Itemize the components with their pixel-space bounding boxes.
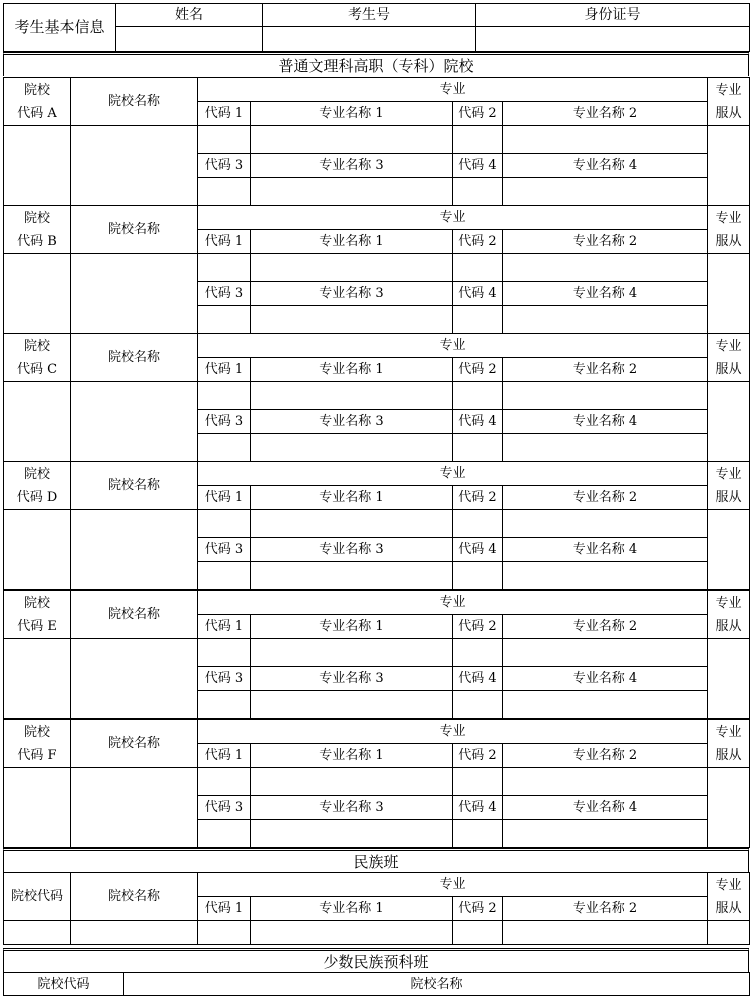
school-code-letter: 代码 F — [17, 747, 57, 763]
major-obey-header — [708, 591, 750, 639]
school-code-cell — [4, 462, 71, 510]
major-header: 专业 — [198, 591, 708, 615]
ethnic-major-obey-header — [708, 873, 750, 921]
code2-field[interactable] — [453, 254, 503, 282]
ethnic-major-name1-field[interactable] — [251, 921, 453, 945]
code2-header: 代码 2 — [453, 744, 503, 768]
school-code-letter: 代码 B — [17, 233, 57, 249]
school-name-header: 院校名称 — [71, 78, 198, 126]
code1-field[interactable] — [198, 510, 251, 538]
major-name2-field[interactable] — [503, 639, 708, 667]
school-code-label: 院校 — [23, 466, 50, 482]
school-code-letter: 代码 E — [17, 618, 57, 634]
id-number-header: 身份证号 — [476, 4, 750, 27]
code3-header: 代码 3 — [198, 410, 251, 434]
code3-field[interactable] — [198, 562, 251, 590]
major-obey-line2: 服从 — [715, 233, 742, 249]
school-name-header: 院校名称 — [71, 206, 198, 254]
school-name-header: 院校名称 — [71, 720, 198, 768]
school-code-field[interactable] — [4, 639, 71, 719]
code3-field[interactable] — [198, 178, 251, 206]
major-name4-header: 专业名称 4 — [503, 282, 708, 306]
prep-school-name-header: 院校名称 — [124, 973, 750, 996]
major-name2-header: 专业名称 2 — [503, 102, 708, 126]
section-general-title: 普通文理科高职（专科）院校 — [3, 52, 749, 76]
code4-header: 代码 4 — [453, 410, 503, 434]
major-name2-field[interactable] — [503, 254, 708, 282]
major-obey-line2: 服从 — [715, 361, 742, 377]
major-obey-line1: 专业 — [715, 466, 742, 482]
major-header: 专业 — [198, 206, 708, 230]
major-name2-header: 专业名称 2 — [503, 358, 708, 382]
code1-field[interactable] — [198, 126, 251, 154]
code1-header: 代码 1 — [198, 230, 251, 254]
major-obey-line2: 服从 — [715, 489, 742, 505]
major-name1-field[interactable] — [251, 768, 453, 796]
major-name1-field[interactable] — [251, 254, 453, 282]
ethnic-code1-field[interactable] — [198, 921, 251, 945]
major-name4-header: 专业名称 4 — [503, 667, 708, 691]
major-name1-field[interactable] — [251, 510, 453, 538]
code3-field[interactable] — [198, 820, 251, 848]
major-name2-header: 专业名称 2 — [503, 615, 708, 639]
major-obey-header — [708, 78, 750, 126]
major-obey-line2: 服从 — [715, 105, 742, 121]
code1-header: 代码 1 — [198, 102, 251, 126]
major-obey-field[interactable] — [708, 510, 750, 590]
school-name-header: 院校名称 — [71, 334, 198, 382]
school-name-field[interactable] — [71, 768, 198, 848]
student-info-table — [3, 3, 750, 52]
ethnic-block — [3, 872, 750, 945]
school-code-field[interactable] — [4, 126, 71, 206]
id-number-field[interactable] — [476, 27, 750, 52]
major-name2-field[interactable] — [503, 768, 708, 796]
ethnic-school-name-field[interactable] — [71, 921, 198, 945]
code4-field[interactable] — [453, 306, 503, 334]
major-obey-header — [708, 334, 750, 382]
major-obey-line2: 服从 — [715, 747, 742, 763]
major-obey-header — [708, 720, 750, 768]
code4-field[interactable] — [453, 434, 503, 462]
school-name-field[interactable] — [71, 126, 198, 206]
major-obey-line1: 专业 — [715, 595, 742, 611]
code2-header: 代码 2 — [453, 358, 503, 382]
code2-field[interactable] — [453, 510, 503, 538]
major-name4-header: 专业名称 4 — [503, 410, 708, 434]
code1-field[interactable] — [198, 254, 251, 282]
major-name3-field[interactable] — [251, 562, 453, 590]
school-block-6 — [3, 719, 750, 848]
major-name2-field[interactable] — [503, 382, 708, 410]
code3-field[interactable] — [198, 434, 251, 462]
major-name3-header: 专业名称 3 — [251, 796, 453, 820]
prep-school-code-header: 院校代码 — [4, 973, 124, 996]
school-block-2 — [3, 205, 750, 334]
school-block-5 — [3, 590, 750, 719]
school-block-3 — [3, 333, 750, 462]
school-code-label: 院校 — [23, 82, 50, 98]
major-header: 专业 — [198, 334, 708, 358]
ethnic-obey-line2: 服从 — [715, 900, 742, 916]
major-name4-field[interactable] — [503, 691, 708, 719]
code4-header: 代码 4 — [453, 667, 503, 691]
code1-header: 代码 1 — [198, 358, 251, 382]
prep-block — [3, 972, 750, 996]
school-code-cell — [4, 78, 71, 126]
code1-field[interactable] — [198, 382, 251, 410]
major-obey-field[interactable] — [708, 254, 750, 334]
major-name3-header: 专业名称 3 — [251, 667, 453, 691]
code2-field[interactable] — [453, 768, 503, 796]
major-name1-header: 专业名称 1 — [251, 358, 453, 382]
code3-field[interactable] — [198, 691, 251, 719]
major-obey-line1: 专业 — [715, 82, 742, 98]
school-code-cell — [4, 206, 71, 254]
exam-number-field[interactable] — [263, 27, 476, 52]
major-obey-line1: 专业 — [715, 210, 742, 226]
ethnic-major-name1-header: 专业名称 1 — [251, 897, 453, 921]
major-obey-line2: 服从 — [715, 618, 742, 634]
ethnic-major-name2-field[interactable] — [503, 921, 708, 945]
school-name-header: 院校名称 — [71, 462, 198, 510]
major-name3-header: 专业名称 3 — [251, 154, 453, 178]
major-name3-header: 专业名称 3 — [251, 538, 453, 562]
school-block-4 — [3, 461, 750, 590]
school-code-field[interactable] — [4, 768, 71, 848]
major-name1-header: 专业名称 1 — [251, 486, 453, 510]
major-name4-field[interactable] — [503, 562, 708, 590]
school-code-label: 院校 — [23, 724, 50, 740]
ethnic-code1-header: 代码 1 — [198, 897, 251, 921]
major-name1-field[interactable] — [251, 126, 453, 154]
major-name4-header: 专业名称 4 — [503, 538, 708, 562]
student-info-label: 考生基本信息 — [4, 4, 116, 52]
code4-header: 代码 4 — [453, 796, 503, 820]
major-obey-field[interactable] — [708, 639, 750, 719]
code4-header: 代码 4 — [453, 538, 503, 562]
ethnic-major-name2-header: 专业名称 2 — [503, 897, 708, 921]
major-name3-header: 专业名称 3 — [251, 282, 453, 306]
name-field[interactable] — [116, 27, 263, 52]
major-name3-header: 专业名称 3 — [251, 410, 453, 434]
code3-header: 代码 3 — [198, 667, 251, 691]
major-name1-header: 专业名称 1 — [251, 102, 453, 126]
major-name4-header: 专业名称 4 — [503, 154, 708, 178]
major-name3-field[interactable] — [251, 306, 453, 334]
major-name2-header: 专业名称 2 — [503, 486, 708, 510]
major-obey-field[interactable] — [708, 768, 750, 848]
major-name4-field[interactable] — [503, 178, 708, 206]
major-name1-header: 专业名称 1 — [251, 744, 453, 768]
code2-field[interactable] — [453, 639, 503, 667]
major-name3-field[interactable] — [251, 434, 453, 462]
major-header: 专业 — [198, 78, 708, 102]
exam-number-header: 考生号 — [263, 4, 476, 27]
section-ethnic-title: 民族班 — [3, 848, 749, 872]
major-header: 专业 — [198, 462, 708, 486]
code4-field[interactable] — [453, 820, 503, 848]
code2-header: 代码 2 — [453, 102, 503, 126]
major-header: 专业 — [198, 720, 708, 744]
school-code-field[interactable] — [4, 510, 71, 590]
code2-header: 代码 2 — [453, 230, 503, 254]
school-code-cell — [4, 720, 71, 768]
major-obey-line1: 专业 — [715, 338, 742, 354]
school-code-cell — [4, 591, 71, 639]
ethnic-obey-line1: 专业 — [715, 877, 742, 893]
ethnic-code2-header: 代码 2 — [453, 897, 503, 921]
school-name-field[interactable] — [71, 254, 198, 334]
code2-header: 代码 2 — [453, 615, 503, 639]
school-code-letter: 代码 D — [16, 489, 58, 505]
major-name3-field[interactable] — [251, 691, 453, 719]
major-obey-header — [708, 462, 750, 510]
school-code-label: 院校 — [23, 338, 50, 354]
major-name1-header: 专业名称 1 — [251, 615, 453, 639]
major-name1-field[interactable] — [251, 639, 453, 667]
code2-header: 代码 2 — [453, 486, 503, 510]
code4-field[interactable] — [453, 562, 503, 590]
school-code-letter: 代码 A — [17, 105, 57, 121]
ethnic-code2-field[interactable] — [453, 921, 503, 945]
section-prep-title: 少数民族预科班 — [3, 948, 749, 972]
code4-field[interactable] — [453, 178, 503, 206]
code3-header: 代码 3 — [198, 538, 251, 562]
code4-field[interactable] — [453, 691, 503, 719]
major-name1-field[interactable] — [251, 382, 453, 410]
major-obey-field[interactable] — [708, 382, 750, 462]
school-code-label: 院校 — [23, 595, 50, 611]
school-code-cell — [4, 334, 71, 382]
school-code-letter: 代码 C — [16, 361, 58, 377]
code1-header: 代码 1 — [198, 486, 251, 510]
major-obey-field[interactable] — [708, 126, 750, 206]
code1-field[interactable] — [198, 639, 251, 667]
major-name4-header: 专业名称 4 — [503, 796, 708, 820]
code2-field[interactable] — [453, 382, 503, 410]
code3-field[interactable] — [198, 306, 251, 334]
school-name-field[interactable] — [71, 510, 198, 590]
school-name-field[interactable] — [71, 382, 198, 462]
major-name2-header: 专业名称 2 — [503, 230, 708, 254]
code1-field[interactable] — [198, 768, 251, 796]
school-code-label: 院校 — [23, 210, 50, 226]
school-code-field[interactable] — [4, 382, 71, 462]
school-name-header: 院校名称 — [71, 591, 198, 639]
ethnic-school-name-header: 院校名称 — [71, 873, 198, 921]
major-name2-header: 专业名称 2 — [503, 744, 708, 768]
name-header: 姓名 — [116, 4, 263, 27]
school-block-1 — [3, 77, 750, 206]
code3-header: 代码 3 — [198, 282, 251, 306]
ethnic-major-header: 专业 — [198, 873, 708, 897]
major-name2-field[interactable] — [503, 126, 708, 154]
ethnic-major-obey-field[interactable] — [708, 921, 750, 945]
major-name4-field[interactable] — [503, 306, 708, 334]
major-name2-field[interactable] — [503, 510, 708, 538]
major-name1-header: 专业名称 1 — [251, 230, 453, 254]
code4-header: 代码 4 — [453, 282, 503, 306]
major-obey-line1: 专业 — [715, 724, 742, 740]
major-obey-header — [708, 206, 750, 254]
code1-header: 代码 1 — [198, 615, 251, 639]
major-name4-field[interactable] — [503, 820, 708, 848]
code1-header: 代码 1 — [198, 744, 251, 768]
major-name4-field[interactable] — [503, 434, 708, 462]
school-name-field[interactable] — [71, 639, 198, 719]
code4-header: 代码 4 — [453, 154, 503, 178]
code3-header: 代码 3 — [198, 154, 251, 178]
ethnic-school-code-header: 院校代码 — [4, 873, 71, 921]
school-code-field[interactable] — [4, 254, 71, 334]
ethnic-school-code-field[interactable] — [4, 921, 71, 945]
major-name3-field[interactable] — [251, 178, 453, 206]
code2-field[interactable] — [453, 126, 503, 154]
code3-header: 代码 3 — [198, 796, 251, 820]
major-name3-field[interactable] — [251, 820, 453, 848]
